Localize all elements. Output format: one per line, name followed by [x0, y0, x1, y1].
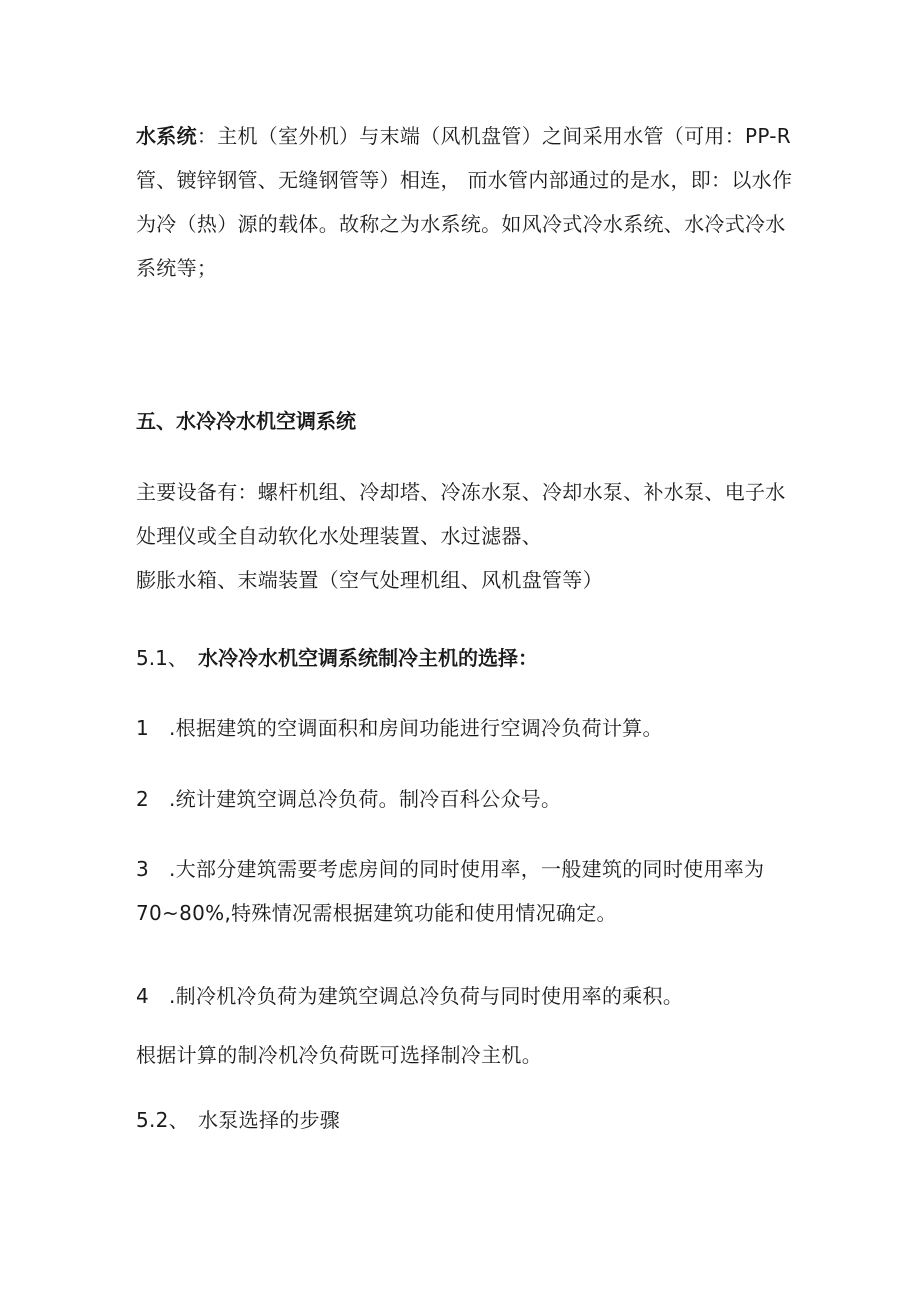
section-5-2-title: 水泵选择的步骤: [198, 1108, 341, 1132]
conclusion-paragraph: 根据计算的制冷机冷负荷既可选择制冷主机。: [136, 1043, 542, 1067]
equipment-line-1: 主要设备有：螺杆机组、冷却塔、冷冻水泵、冷却水泵、补水泵、电子水: [136, 480, 786, 504]
step-4: [136, 974, 790, 1018]
section-5-1-title: 水冷冷水机空调系统制冷主机的选择：: [198, 646, 538, 670]
step-number: 4: [136, 984, 150, 1008]
water-system-line-3: 为冷（热）源的载体。故称之为水系统。如风冷式冷水系统、水冷式冷水: [136, 212, 786, 236]
section-5-1-heading: [136, 636, 538, 680]
water-system-term: 水系统: [136, 124, 197, 148]
equipment-paragraph: [136, 470, 790, 602]
step-text: .大部分建筑需要考虑房间的同时使用率，一般建筑的同时使用率为: [169, 857, 765, 881]
section-5-heading: 五、水冷冷水机空调系统: [136, 409, 356, 433]
water-system-line-2: 管、镀锌钢管、无缝钢管等）相连， 而水管内部通过的是水，即：以水作: [136, 168, 793, 192]
water-system-line-1: 水系统：主机（室外机）与末端（风机盘管）之间采用水管（可用：PP-R: [136, 124, 792, 148]
section-5-2-heading: [136, 1098, 790, 1142]
step-number: 3: [136, 857, 150, 881]
step-text: .制冷机冷负荷为建筑空调总冷负荷与同时使用率的乘积。: [169, 984, 684, 1008]
step-text: .根据建筑的空调面积和房间功能进行空调冷负荷计算。: [169, 716, 663, 740]
step-1: [136, 706, 790, 750]
equipment-line-2: 处理仪或全自动软化水处理装置、水过滤器、: [136, 524, 542, 548]
section-5-2-number: 5.2、: [136, 1108, 190, 1132]
water-system-line-4: 系统等；: [136, 256, 218, 280]
equipment-line-3: 膨胀水箱、末端装置（空气处理机组、风机盘管等）: [136, 568, 603, 592]
step-3: [136, 847, 790, 935]
step-text-continued: 70~80%,特殊情况需根据建筑功能和使用情况确定。: [136, 901, 617, 925]
step-text: .统计建筑空调总冷负荷。制冷百科公众号。: [169, 787, 562, 811]
section-5-1-number: 5.1、: [136, 646, 188, 670]
step-2: [136, 777, 790, 821]
water-system-paragraph: [136, 114, 793, 290]
step-number: 2: [136, 787, 150, 811]
step-number: 1: [136, 716, 150, 740]
